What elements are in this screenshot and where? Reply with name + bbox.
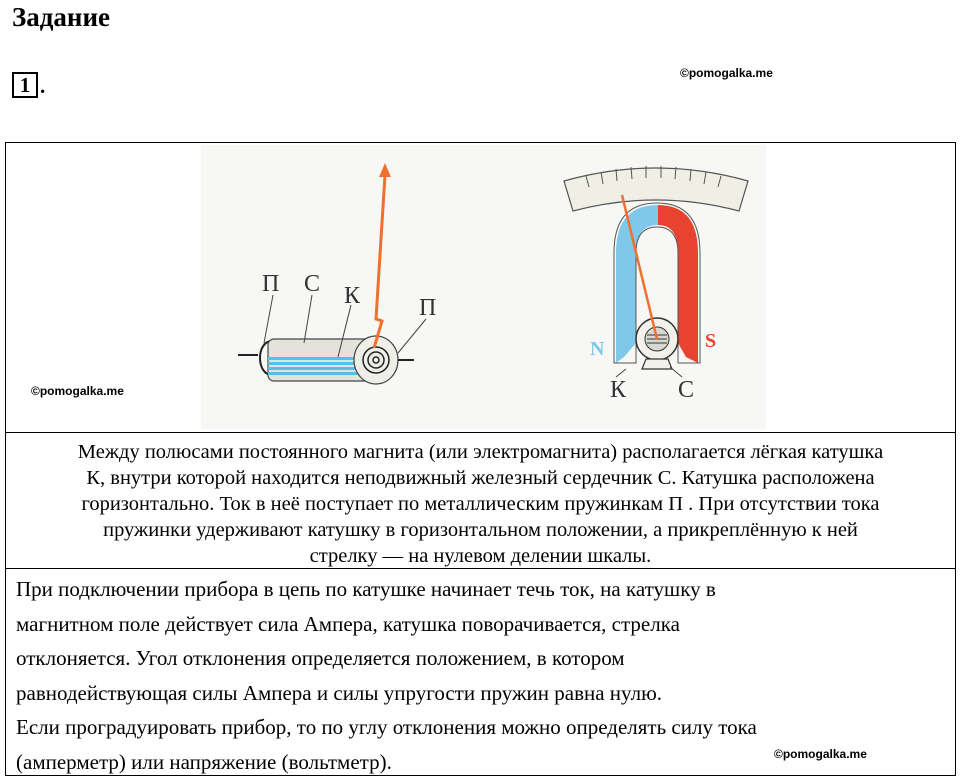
label-core-right: С	[678, 377, 695, 403]
coil-stand	[642, 359, 672, 369]
watermark-top: ©pomogalka.me	[680, 66, 773, 80]
label-core-left: С	[304, 271, 321, 297]
label-south: S	[705, 330, 717, 352]
watermark-figure: ©pomogalka.me	[31, 384, 124, 398]
description-line: Между полюсами постоянного магнита (или электромагнита) располагается лёгкая катушка	[77, 441, 884, 463]
answer-line: отклоняется. Угол отклонения определяется положением, в котором	[16, 646, 625, 670]
answer-cell	[6, 569, 955, 775]
description-line: стрелку — на нулевом делении шкалы.	[309, 545, 652, 567]
label-coil-right: К	[610, 377, 627, 403]
label-coil-left: К	[344, 283, 361, 309]
description-line: пружинки удерживают катушку в горизонтальном положении, а прикреплённую к ней	[103, 519, 858, 541]
description-cell	[6, 433, 955, 569]
label-north: N	[590, 338, 605, 360]
figure-cell	[6, 143, 955, 433]
galvanometer-figure	[6, 143, 954, 431]
label-spring-left: П	[262, 271, 280, 297]
answer-line: равнодействующая силы Ампера и силы упругости пружин равна нулю.	[16, 680, 663, 705]
description-line: К, внутри которой находится неподвижный железный сердечник С. Катушка расположена	[86, 467, 875, 489]
answer-line: Если проградуировать прибор, то по углу отклонения можно определять силу тока	[16, 715, 757, 739]
description-line: горизонтально. Ток в неё поступает по металлическим пружинкам П . При отсутствии тока	[81, 493, 880, 515]
label-spring-right: П	[419, 295, 437, 321]
answer-line: При подключении прибора в цепь по катушке начинает течь ток, на катушку в	[16, 577, 716, 601]
task-number-box: 1	[12, 72, 38, 98]
task-table	[5, 142, 956, 776]
watermark-bottom: ©pomogalka.me	[774, 747, 867, 761]
task-number-suffix: .	[40, 74, 46, 98]
page-title: Задание	[12, 2, 111, 32]
answer-line: (амперметр) или напряжение (вольтметр).	[16, 749, 392, 774]
answer-line: магнитном поле действует сила Ампера, катушка поворачивается, стрелка	[16, 611, 680, 636]
